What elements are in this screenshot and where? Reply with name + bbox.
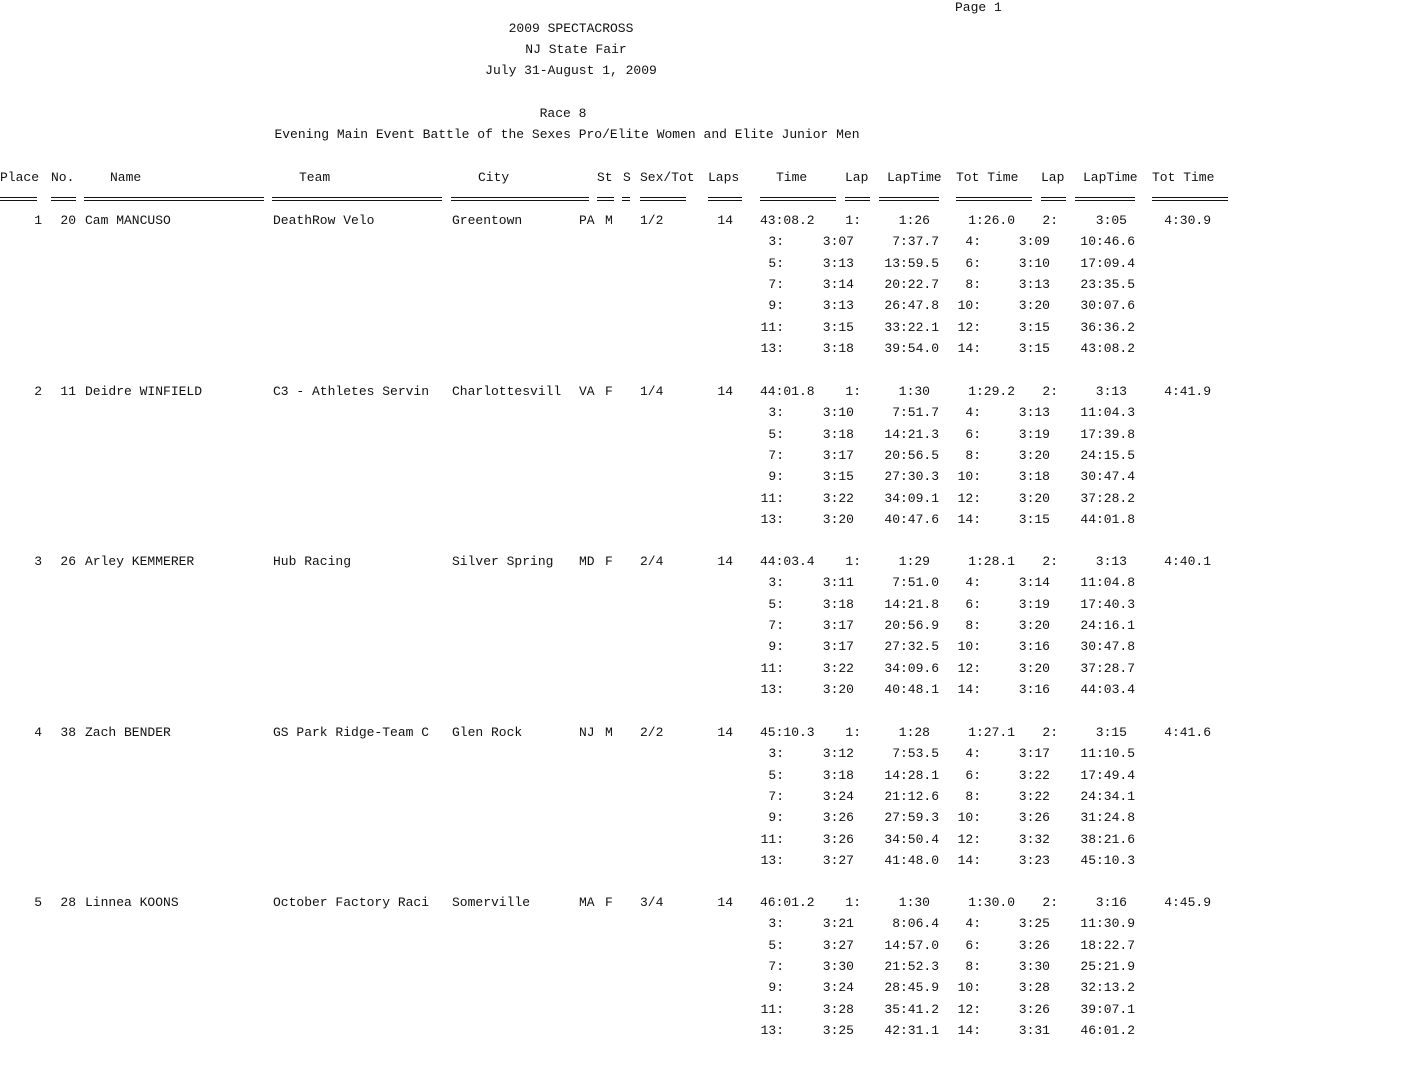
lap-total: 4:40.1 <box>1164 554 1211 569</box>
lap-number: 9: <box>768 469 784 484</box>
rider-name: Zach BENDER <box>85 725 171 740</box>
lap-time: 3:24 <box>822 980 854 995</box>
lap-total: 40:47.6 <box>884 512 939 527</box>
lap-number: 11: <box>760 320 784 335</box>
lap-total: 24:34.1 <box>1080 789 1135 804</box>
col-sex-tot: Sex/Tot <box>640 170 695 185</box>
lap-time: 3:25 <box>822 1023 854 1038</box>
lap-number: 5: <box>768 427 784 442</box>
sex-total: 2/4 <box>640 554 664 569</box>
lap-number: 10: <box>957 469 981 484</box>
state: PA <box>579 213 595 228</box>
lap-time: 3:26 <box>1018 810 1050 825</box>
laps-count: 14 <box>717 895 733 910</box>
team-name: DeathRow Velo <box>273 213 375 228</box>
lap-time: 3:22 <box>822 661 854 676</box>
lap-time: 3:27 <box>822 938 854 953</box>
lap-number: 12: <box>957 1002 981 1017</box>
lap-total: 23:35.5 <box>1080 277 1135 292</box>
lap-total: 44:03.4 <box>1080 682 1135 697</box>
lap-time: 3:13 <box>1095 554 1127 569</box>
state: NJ <box>579 725 595 740</box>
lap-total: 7:37.7 <box>892 234 939 249</box>
lap-number: 9: <box>768 639 784 654</box>
lap-total: 46:01.2 <box>1080 1023 1135 1038</box>
lap-number: 6: <box>965 427 981 442</box>
lap-total: 39:07.1 <box>1080 1002 1135 1017</box>
lap-time: 3:17 <box>1018 746 1050 761</box>
lap-total: 17:49.4 <box>1080 768 1135 783</box>
lap-time: 3:13 <box>1018 277 1050 292</box>
lap-number: 13: <box>760 341 784 356</box>
lap-number: 5: <box>768 768 784 783</box>
lap-total: 40:48.1 <box>884 682 939 697</box>
lap-number: 14: <box>957 853 981 868</box>
col-laptime-2: LapTime <box>1083 170 1138 185</box>
lap-time: 3:23 <box>1018 853 1050 868</box>
lap-total: 43:08.2 <box>1080 341 1135 356</box>
rider-name: Linnea KOONS <box>85 895 179 910</box>
state: MA <box>579 895 595 910</box>
lap-total: 32:13.2 <box>1080 980 1135 995</box>
lap-number: 3: <box>768 234 784 249</box>
lap-total: 11:10.5 <box>1080 746 1135 761</box>
lap-number: 3: <box>768 916 784 931</box>
lap-total: 45:10.3 <box>1080 853 1135 868</box>
city: Greentown <box>452 213 523 228</box>
lap-total: 34:09.1 <box>884 491 939 506</box>
col-laptime-1: LapTime <box>887 170 942 185</box>
lap-number: 8: <box>965 448 981 463</box>
lap-total: 36:36.2 <box>1080 320 1135 335</box>
lap-time: 3:24 <box>822 789 854 804</box>
sex: F <box>605 384 613 399</box>
place: 3 <box>34 554 42 569</box>
lap-time: 3:07 <box>822 234 854 249</box>
lap-number: 7: <box>768 618 784 633</box>
lap-time: 3:30 <box>1018 959 1050 974</box>
lap-total: 14:21.3 <box>884 427 939 442</box>
lap-time: 3:19 <box>1018 597 1050 612</box>
lap-number: 9: <box>768 980 784 995</box>
lap-total: 4:41.9 <box>1164 384 1211 399</box>
lap-total: 11:04.3 <box>1080 405 1135 420</box>
event-dates: July 31-August 1, 2009 <box>485 63 657 78</box>
lap-total: 34:50.4 <box>884 832 939 847</box>
lap-total: 7:51.7 <box>892 405 939 420</box>
col-tottime-2: Tot Time <box>1152 170 1215 185</box>
lap-number: 1: <box>845 213 861 228</box>
lap-total: 27:32.5 <box>884 639 939 654</box>
sex-total: 3/4 <box>640 895 664 910</box>
lap-time: 3:16 <box>1018 682 1050 697</box>
lap-number: 11: <box>760 491 784 506</box>
lap-number: 10: <box>957 298 981 313</box>
lap-time: 3:16 <box>1095 895 1127 910</box>
lap-total: 1:28.1 <box>968 554 1015 569</box>
lap-number: 14: <box>957 512 981 527</box>
lap-total: 26:47.8 <box>884 298 939 313</box>
lap-total: 38:21.6 <box>1080 832 1135 847</box>
sex-total: 1/4 <box>640 384 664 399</box>
team-name: Hub Racing <box>273 554 352 569</box>
lap-number: 12: <box>957 832 981 847</box>
lap-time: 3:18 <box>822 341 854 356</box>
lap-time: 3:22 <box>1018 768 1050 783</box>
lap-time: 3:31 <box>1018 1023 1050 1038</box>
lap-total: 1:30.0 <box>968 895 1015 910</box>
lap-time: 3:10 <box>1018 256 1050 271</box>
lap-time: 3:15 <box>822 469 854 484</box>
lap-time: 3:26 <box>822 832 854 847</box>
lap-number: 13: <box>760 853 784 868</box>
lap-number: 9: <box>768 298 784 313</box>
lap-number: 2: <box>1042 554 1058 569</box>
col-lap-1: Lap <box>845 170 869 185</box>
lap-number: 5: <box>768 597 784 612</box>
lap-time: 3:18 <box>822 427 854 442</box>
lap-total: 8:06.4 <box>892 916 939 931</box>
lap-number: 14: <box>957 682 981 697</box>
lap-total: 20:22.7 <box>884 277 939 292</box>
lap-number: 13: <box>760 512 784 527</box>
col-city: City <box>478 170 510 185</box>
lap-total: 17:40.3 <box>1080 597 1135 612</box>
race-title: Evening Main Event Battle of the Sexes Pro/Elite Women and Elite Junior Men <box>274 127 860 142</box>
lap-time: 3:13 <box>822 298 854 313</box>
lap-total: 11:04.8 <box>1080 575 1135 590</box>
lap-time: 3:28 <box>822 1002 854 1017</box>
lap-time: 3:22 <box>1018 789 1050 804</box>
sex: M <box>605 213 613 228</box>
lap-total: 21:12.6 <box>884 789 939 804</box>
lap-time: 3:12 <box>822 746 854 761</box>
finish-time: 44:01.8 <box>760 384 815 399</box>
lap-total: 27:59.3 <box>884 810 939 825</box>
sex-total: 1/2 <box>640 213 664 228</box>
bib-number: 28 <box>60 895 76 910</box>
lap-number: 13: <box>760 682 784 697</box>
lap-time: 3:13 <box>1018 405 1050 420</box>
col-laps: Laps <box>708 170 740 185</box>
lap-number: 12: <box>957 491 981 506</box>
lap-time: 3:15 <box>1018 341 1050 356</box>
lap-time: 3:20 <box>1018 491 1050 506</box>
lap-time: 3:19 <box>1018 427 1050 442</box>
lap-number: 11: <box>760 661 784 676</box>
col-st: St <box>597 170 613 185</box>
lap-number: 2: <box>1042 895 1058 910</box>
lap-time: 3:17 <box>822 618 854 633</box>
lap-time: 3:15 <box>822 320 854 335</box>
state: VA <box>579 384 595 399</box>
lap-time: 3:18 <box>822 597 854 612</box>
city: Glen Rock <box>452 725 523 740</box>
lap-number: 11: <box>760 1002 784 1017</box>
lap-total: 37:28.2 <box>1080 491 1135 506</box>
lap-time: 3:30 <box>822 959 854 974</box>
finish-time: 44:03.4 <box>760 554 815 569</box>
lap-total: 1:27.1 <box>968 725 1015 740</box>
lap-number: 6: <box>965 597 981 612</box>
lap-time: 3:10 <box>822 405 854 420</box>
lap-total: 33:22.1 <box>884 320 939 335</box>
laps-count: 14 <box>717 554 733 569</box>
lap-number: 6: <box>965 768 981 783</box>
race-number: Race 8 <box>539 106 587 121</box>
lap-total: 24:16.1 <box>1080 618 1135 633</box>
place: 4 <box>34 725 42 740</box>
laps-count: 14 <box>717 384 733 399</box>
lap-time: 3:26 <box>1018 1002 1050 1017</box>
lap-total: 39:54.0 <box>884 341 939 356</box>
col-team: Team <box>299 170 331 185</box>
event-venue: NJ State Fair <box>525 42 627 57</box>
lap-total: 10:46.6 <box>1080 234 1135 249</box>
lap-number: 9: <box>768 810 784 825</box>
lap-number: 4: <box>965 575 981 590</box>
lap-total: 31:24.8 <box>1080 810 1135 825</box>
sex: F <box>605 554 613 569</box>
lap-time: 3:20 <box>822 512 854 527</box>
col-lap-2: Lap <box>1041 170 1065 185</box>
lap-time: 3:32 <box>1018 832 1050 847</box>
state: MD <box>579 554 595 569</box>
team-name: October Factory Raci <box>273 895 430 910</box>
lap-time: 3:13 <box>822 256 854 271</box>
lap-time: 3:13 <box>1095 384 1127 399</box>
lap-number: 5: <box>768 938 784 953</box>
lap-time: 3:20 <box>1018 298 1050 313</box>
lap-time: 3:14 <box>1018 575 1050 590</box>
lap-number: 5: <box>768 256 784 271</box>
lap-total: 18:22.7 <box>1080 938 1135 953</box>
lap-number: 6: <box>965 256 981 271</box>
lap-total: 30:47.4 <box>1080 469 1135 484</box>
lap-number: 4: <box>965 916 981 931</box>
lap-number: 8: <box>965 789 981 804</box>
lap-number: 12: <box>957 661 981 676</box>
team-name: C3 - Athletes Servin <box>273 384 430 399</box>
col-s: S <box>623 170 631 185</box>
lap-time: 1:26 <box>898 213 930 228</box>
lap-number: 10: <box>957 980 981 995</box>
lap-number: 8: <box>965 618 981 633</box>
lap-number: 11: <box>760 832 784 847</box>
finish-time: 43:08.2 <box>760 213 815 228</box>
city: Silver Spring <box>452 554 554 569</box>
laps-count: 14 <box>717 725 733 740</box>
lap-number: 2: <box>1042 384 1058 399</box>
finish-time: 45:10.3 <box>760 725 815 740</box>
bib-number: 20 <box>60 213 76 228</box>
lap-number: 8: <box>965 959 981 974</box>
lap-total: 24:15.5 <box>1080 448 1135 463</box>
lap-time: 3:09 <box>1018 234 1050 249</box>
lap-time: 3:11 <box>822 575 854 590</box>
lap-number: 10: <box>957 810 981 825</box>
lap-number: 2: <box>1042 213 1058 228</box>
lap-total: 4:45.9 <box>1164 895 1211 910</box>
lap-time: 3:21 <box>822 916 854 931</box>
laps-count: 14 <box>717 213 733 228</box>
lap-number: 1: <box>845 384 861 399</box>
lap-total: 30:47.8 <box>1080 639 1135 654</box>
city: Charlottesvill <box>452 384 562 399</box>
lap-total: 20:56.9 <box>884 618 939 633</box>
lap-time: 1:30 <box>898 384 930 399</box>
lap-total: 30:07.6 <box>1080 298 1135 313</box>
lap-time: 3:14 <box>822 277 854 292</box>
lap-total: 44:01.8 <box>1080 512 1135 527</box>
finish-time: 46:01.2 <box>760 895 815 910</box>
lap-time: 3:17 <box>822 639 854 654</box>
lap-time: 3:26 <box>822 810 854 825</box>
lap-total: 21:52.3 <box>884 959 939 974</box>
lap-time: 3:22 <box>822 491 854 506</box>
lap-time: 3:15 <box>1095 725 1127 740</box>
lap-total: 4:41.6 <box>1164 725 1211 740</box>
sex: M <box>605 725 613 740</box>
lap-total: 14:21.8 <box>884 597 939 612</box>
lap-total: 17:39.8 <box>1080 427 1135 442</box>
lap-total: 1:29.2 <box>968 384 1015 399</box>
lap-total: 41:48.0 <box>884 853 939 868</box>
bib-number: 26 <box>60 554 76 569</box>
lap-time: 3:26 <box>1018 938 1050 953</box>
col-place: Place <box>0 170 40 185</box>
lap-total: 4:30.9 <box>1164 213 1211 228</box>
lap-time: 3:16 <box>1018 639 1050 654</box>
lap-time: 3:15 <box>1018 512 1050 527</box>
lap-total: 20:56.5 <box>884 448 939 463</box>
lap-time: 1:29 <box>898 554 930 569</box>
lap-number: 7: <box>768 277 784 292</box>
place: 1 <box>34 213 42 228</box>
lap-number: 7: <box>768 959 784 974</box>
lap-time: 3:20 <box>822 682 854 697</box>
lap-total: 37:28.7 <box>1080 661 1135 676</box>
lap-total: 42:31.1 <box>884 1023 939 1038</box>
lap-number: 3: <box>768 405 784 420</box>
lap-number: 10: <box>957 639 981 654</box>
lap-time: 1:28 <box>898 725 930 740</box>
col-name: Name <box>110 170 142 185</box>
lap-time: 1:30 <box>898 895 930 910</box>
rider-name: Deidre WINFIELD <box>85 384 203 399</box>
lap-total: 35:41.2 <box>884 1002 939 1017</box>
lap-number: 12: <box>957 320 981 335</box>
team-name: GS Park Ridge-Team C <box>273 725 430 740</box>
event-title: 2009 SPECTACROSS <box>508 21 634 36</box>
lap-total: 28:45.9 <box>884 980 939 995</box>
lap-time: 3:28 <box>1018 980 1050 995</box>
city: Somerville <box>452 895 531 910</box>
lap-total: 1:26.0 <box>968 213 1015 228</box>
col-time: Time <box>776 170 808 185</box>
lap-total: 7:51.0 <box>892 575 939 590</box>
sex-total: 2/2 <box>640 725 664 740</box>
lap-number: 8: <box>965 277 981 292</box>
lap-number: 3: <box>768 746 784 761</box>
lap-number: 14: <box>957 341 981 356</box>
place: 2 <box>34 384 42 399</box>
lap-time: 3:18 <box>1018 469 1050 484</box>
lap-total: 14:57.0 <box>884 938 939 953</box>
lap-total: 14:28.1 <box>884 768 939 783</box>
lap-number: 1: <box>845 554 861 569</box>
lap-time: 3:20 <box>1018 618 1050 633</box>
bib-number: 38 <box>60 725 76 740</box>
lap-total: 17:09.4 <box>1080 256 1135 271</box>
lap-number: 1: <box>845 725 861 740</box>
lap-number: 4: <box>965 746 981 761</box>
sex: F <box>605 895 613 910</box>
lap-total: 11:30.9 <box>1080 916 1135 931</box>
lap-number: 1: <box>845 895 861 910</box>
lap-number: 6: <box>965 938 981 953</box>
col-tottime-1: Tot Time <box>956 170 1019 185</box>
lap-time: 3:15 <box>1018 320 1050 335</box>
place: 5 <box>34 895 42 910</box>
lap-number: 14: <box>957 1023 981 1038</box>
col-no: No. <box>51 170 75 185</box>
lap-total: 13:59.5 <box>884 256 939 271</box>
lap-time: 3:05 <box>1095 213 1127 228</box>
lap-time: 3:27 <box>822 853 854 868</box>
rider-name: Cam MANCUSO <box>85 213 171 228</box>
lap-total: 7:53.5 <box>892 746 939 761</box>
lap-number: 4: <box>965 234 981 249</box>
lap-total: 34:09.6 <box>884 661 939 676</box>
lap-number: 13: <box>760 1023 784 1038</box>
lap-total: 27:30.3 <box>884 469 939 484</box>
lap-time: 3:17 <box>822 448 854 463</box>
lap-time: 3:20 <box>1018 448 1050 463</box>
bib-number: 11 <box>60 384 76 399</box>
lap-time: 3:18 <box>822 768 854 783</box>
lap-time: 3:25 <box>1018 916 1050 931</box>
page-number: Page 1 <box>955 0 1002 15</box>
lap-number: 4: <box>965 405 981 420</box>
lap-number: 2: <box>1042 725 1058 740</box>
lap-number: 7: <box>768 789 784 804</box>
rider-name: Arley KEMMERER <box>85 554 195 569</box>
lap-number: 7: <box>768 448 784 463</box>
lap-number: 3: <box>768 575 784 590</box>
lap-total: 25:21.9 <box>1080 959 1135 974</box>
lap-time: 3:20 <box>1018 661 1050 676</box>
